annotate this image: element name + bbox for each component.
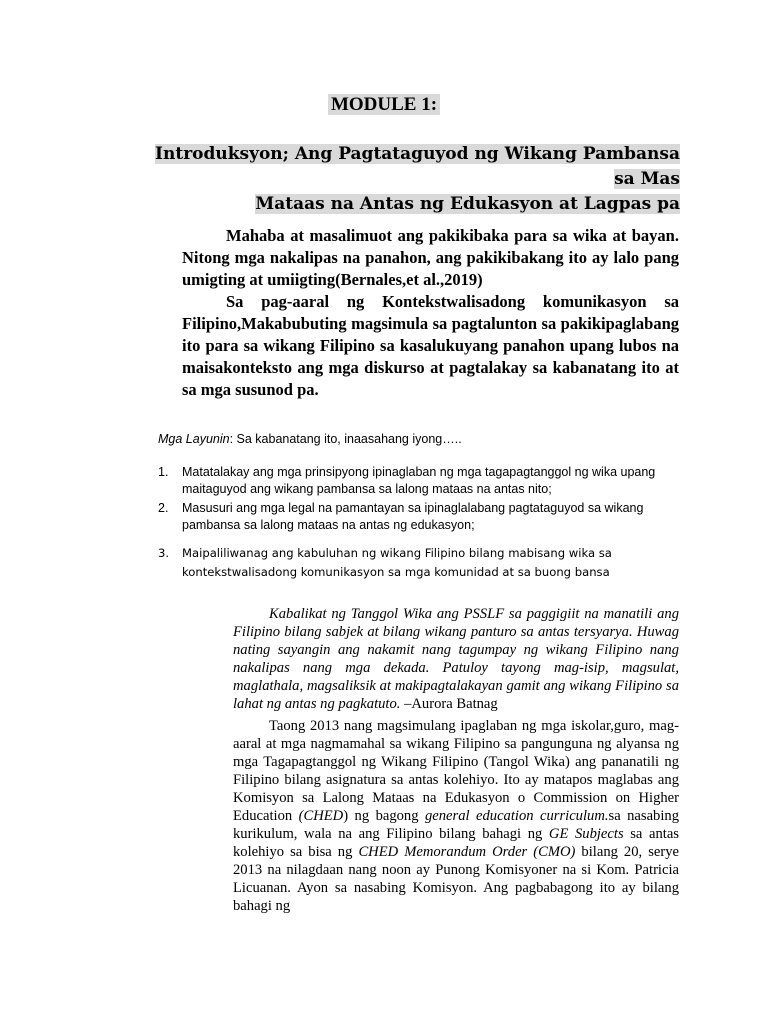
gec-term: general education curriculum. (424, 808, 609, 824)
objective-text: Masusuri ang mga legal na pamantayan sa ipinaglalabang pagtataguyod sa wikang pambansa sa lalong mataas na antas ng edukasyon; (182, 501, 644, 532)
objectives-intro-text: : Sa kabanatang ito, inaasahang iyong….. (229, 432, 462, 446)
body-text: sa antas kolehiyo sa bisa ng (233, 826, 679, 860)
ched-acronym: (CHED (298, 808, 344, 824)
module-title: MODULE 1: (328, 94, 440, 115)
objective-item (158, 464, 678, 498)
objective-text: Matatalakay ang mga prinsipyong ipinaglaban ng mga tagapagtanggol ng wika upang maitaguyod ang wikang pambansa sa lalong mataas na antas nito; (182, 465, 656, 496)
objective-text: Maipaliliwanag ang kabuluhan ng wikang Filipino bilang mabisang wika sa kontekstwalisadong komunikasyon sa mga komunidad at sa buong bansa (182, 546, 612, 579)
intro-section (182, 225, 679, 401)
intro-paragraph-1: Mahaba at masalimuot ang pakikibaka para sa wika at bayan. Nitong mga nakalipas na panahon, ang pakikibakang ito ay lalo pang umigting at umiigting(Bernales,et al.,2019) (182, 226, 679, 289)
body-text: sa nasabing kurikulum, wala na ang Filipino bilang bahagi ng (233, 808, 679, 842)
intro-paragraph-2: Sa pag-aaral ng Kontekstwalisadong komunikasyon sa Filipino,Makabubuting magsimula sa pagtalunton sa pakikipaglabang ito para sa wikang Filipino sa kasalukuyang panahon upang lubos na maisakonteksto ang mga diskurso at pagtalakay sa kabanatang ito at sa mga susunod pa. (182, 292, 679, 399)
objective-number: 1. (158, 465, 169, 479)
chapter-title (130, 142, 680, 217)
cmo-term: CHED Memorandum Order (CMO) (358, 844, 576, 860)
objective-number: 2. (158, 501, 169, 515)
module-heading (0, 94, 768, 116)
objectives-intro (158, 432, 462, 446)
objective-item (158, 544, 678, 582)
body-text: ) ng bagong (343, 808, 425, 824)
quote-block (233, 605, 679, 713)
body-text: bilang 20, serye 2013 na nilagdaan nang noon ay Punong Komisyoner na si Kom. Patricia Licuanan. Ayon sa nasabing Komisyon. Ang pagbabagong ito ay bilang bahagi ng (233, 844, 679, 914)
quote-text: Kabalikat ng Tanggol Wika ang PSSLF sa paggigiit na manatili ang Filipino bilang sabjek at bilang wikang panturo sa antas tersyarya. Huwag nating sayangin ang nakamit nang tagumpay ng wikang Filipino nang nakalipas nang mga dekada. Patuloy tayong mag-isip, magsulat, maglathala, magsaliksik at makipagtalakayan gamit ang wikang Filipino sa lahat ng antas ng pagkatuto. (233, 606, 679, 712)
ge-subjects-term: GE Subjects (548, 826, 624, 842)
chapter-title-line1: Introduksyon; Ang Pagtataguyod ng Wikang Pambansa sa Mas (155, 144, 680, 189)
objective-number: 3. (158, 546, 170, 560)
history-paragraph (233, 717, 679, 915)
objective-item (158, 500, 678, 534)
chapter-title-line2: Mataas na Antas ng Edukasyon at Lagpas pa (255, 194, 680, 214)
quote-author: –Aurora Batnag (400, 696, 498, 712)
objectives-label: Mga Layunin (158, 432, 230, 446)
body-text: Taong 2013 nang magsimulang ipaglaban ng mga iskolar,guro, mag-aaral at mga nagmamahal sa wikang Filipino sa pangunguna ng alyansa ng mga Tagapagtanggol ng Wikang Filipino (Tangol Wika) ang pananatili ng Filipino bilang asignatura sa antas kolehiyo. Ito ay matapos maglabas ang Komisyon sa Lalong Mataas na Edukasyon o Commission on Higher Education (233, 718, 679, 824)
